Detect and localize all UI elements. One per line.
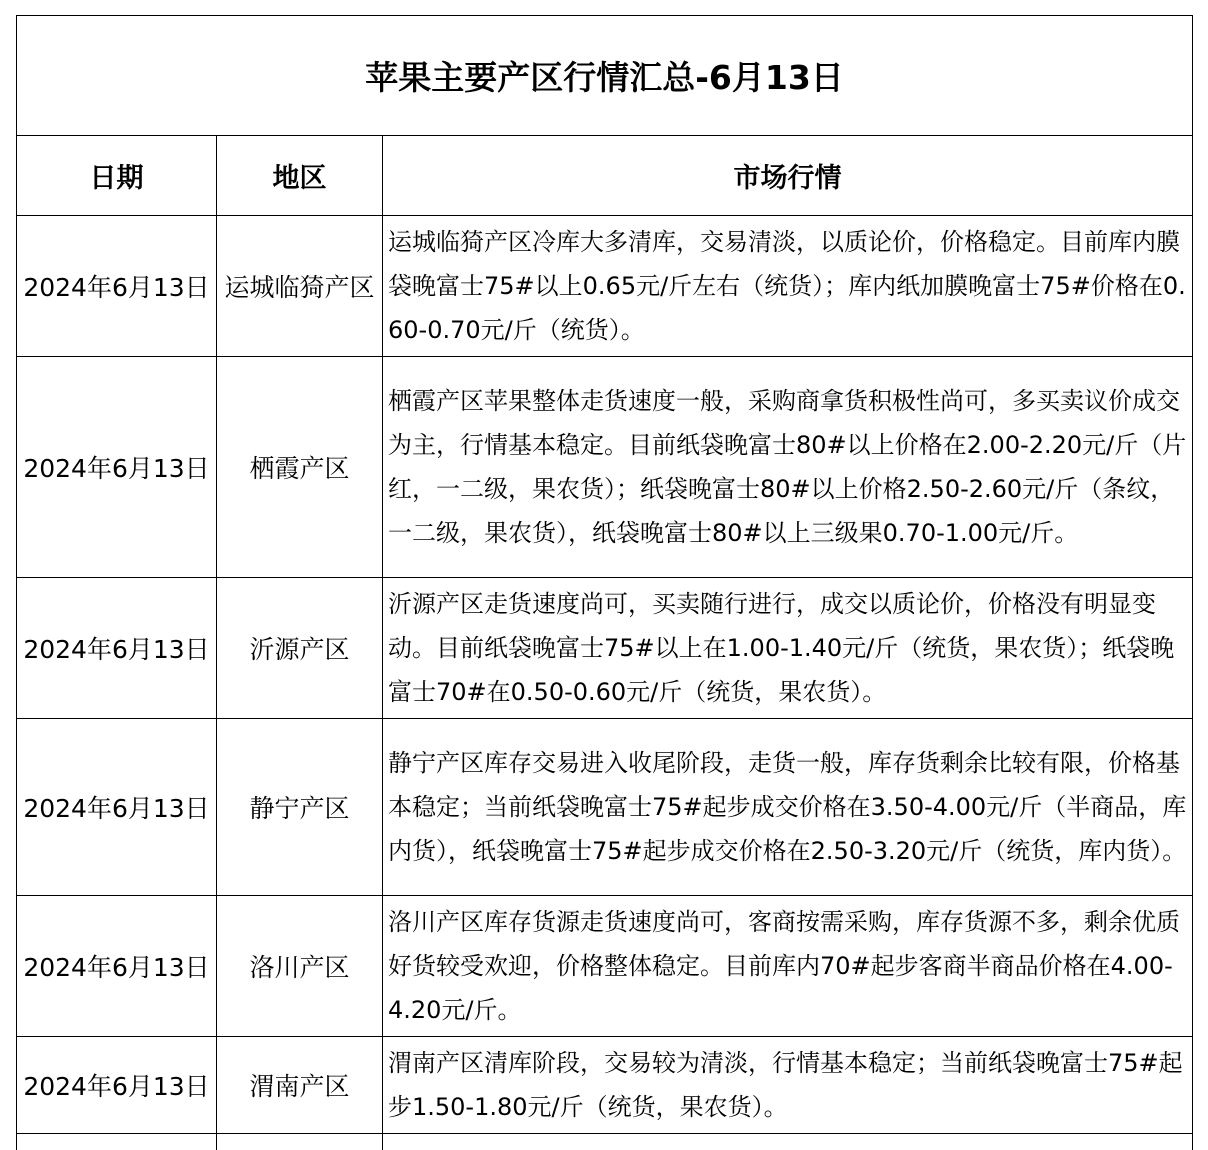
title-row (17, 16, 1193, 136)
empty-cell (383, 1134, 1193, 1150)
table-row (17, 719, 1193, 896)
market-cell: 运城临猗产区冷库大多清库，交易清淡，以质论价，价格稳定。目前库内膜袋晚富士75#以上0.65元/斤左右（统货）；库内纸加膜晚富士75#价格在0.60-0.70元/斤（统货）。 (383, 216, 1193, 357)
date-cell: 2024年6月13日 (17, 896, 217, 1037)
date-cell: 2024年6月13日 (17, 1037, 217, 1134)
region-cell: 静宁产区 (217, 719, 383, 896)
region-cell: 栖霞产区 (217, 357, 383, 578)
market-table (16, 15, 1193, 1150)
summary-sheet (16, 15, 1192, 1150)
column-header-date: 日期 (17, 136, 217, 216)
region-cell: 洛川产区 (217, 896, 383, 1037)
market-cell: 沂源产区走货速度尚可，买卖随行进行，成交以质论价，价格没有明显变动。目前纸袋晚富士75#以上在1.00-1.40元/斤（统货，果农货）；纸袋晚富士70#在0.50-0.60元/斤（统货，果农货）。 (383, 578, 1193, 719)
market-cell: 洛川产区库存货源走货速度尚可，客商按需采购，库存货源不多，剩余优质好货较受欢迎，价格整体稳定。目前库内70#起步客商半商品价格在4.00-4.20元/斤。 (383, 896, 1193, 1037)
header-row (17, 136, 1193, 216)
partial-row (17, 1134, 1193, 1150)
table-row (17, 896, 1193, 1037)
empty-cell (17, 1134, 217, 1150)
date-cell: 2024年6月13日 (17, 357, 217, 578)
date-cell: 2024年6月13日 (17, 719, 217, 896)
market-cell: 渭南产区清库阶段，交易较为清淡，行情基本稳定；当前纸袋晚富士75#起步1.50-1.80元/斤（统货，果农货）。 (383, 1037, 1193, 1134)
column-header-market: 市场行情 (383, 136, 1193, 216)
date-cell: 2024年6月13日 (17, 216, 217, 357)
region-cell: 渭南产区 (217, 1037, 383, 1134)
market-cell: 栖霞产区苹果整体走货速度一般，采购商拿货积极性尚可，多买卖议价成交为主，行情基本稳定。目前纸袋晚富士80#以上价格在2.00-2.20元/斤（片红，一二级，果农货）；纸袋晚富士80#以上价格2.50-2.60元/斤（条纹，一二级，果农货），纸袋晚富士80#以上三级果0.70-1.00元/斤。 (383, 357, 1193, 578)
region-cell: 运城临猗产区 (217, 216, 383, 357)
market-cell: 静宁产区库存交易进入收尾阶段，走货一般，库存货剩余比较有限，价格基本稳定；当前纸袋晚富士75#起步成交价格在3.50-4.00元/斤（半商品，库内货），纸袋晚富士75#起步成交价格在2.50-3.20元/斤（统货，库内货）。 (383, 719, 1193, 896)
column-header-region: 地区 (217, 136, 383, 216)
date-cell: 2024年6月13日 (17, 578, 217, 719)
table-title: 苹果主要产区行情汇总-6月13日 (17, 16, 1193, 136)
table-row (17, 578, 1193, 719)
empty-cell (217, 1134, 383, 1150)
table-row (17, 1037, 1193, 1134)
region-cell: 沂源产区 (217, 578, 383, 719)
table-row (17, 357, 1193, 578)
table-row (17, 216, 1193, 357)
